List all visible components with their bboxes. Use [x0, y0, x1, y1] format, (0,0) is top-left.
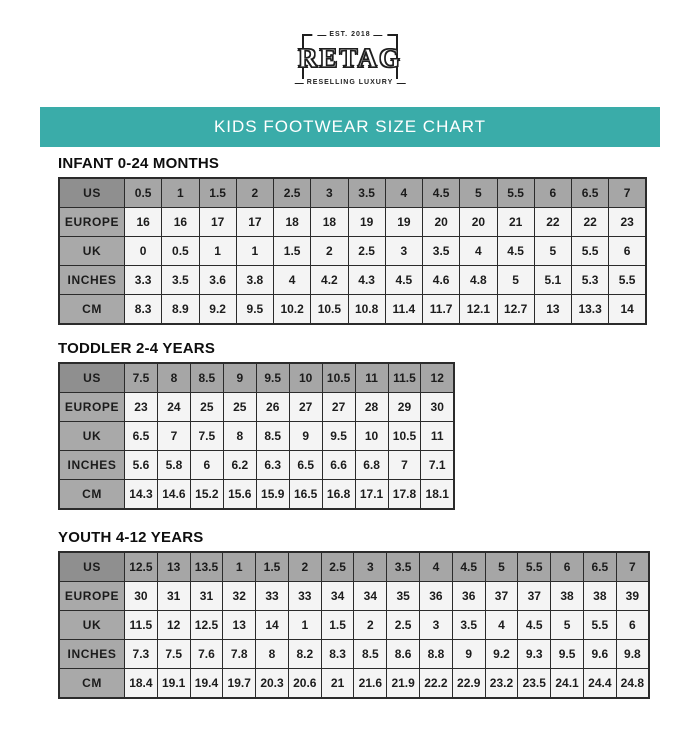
- size-cell: 8.5: [256, 422, 289, 451]
- retag-logo: [297, 31, 403, 86]
- size-cell: 7.8: [223, 640, 256, 669]
- size-cell: 13: [157, 552, 190, 582]
- size-cell: 5.5: [583, 611, 616, 640]
- size-cell: 36: [452, 582, 485, 611]
- size-cell: 14.6: [157, 480, 190, 510]
- size-cell: 1.5: [199, 178, 236, 208]
- size-cell: 4.5: [452, 552, 485, 582]
- size-cell: 1: [288, 611, 321, 640]
- size-cell: 4.5: [518, 611, 551, 640]
- logo-line-decor: [317, 35, 326, 36]
- size-cell: 12: [157, 611, 190, 640]
- size-cell: 30: [421, 393, 454, 422]
- size-cell: 4: [485, 611, 518, 640]
- row-label-cell: CM: [59, 480, 125, 510]
- size-cell: 5.3: [572, 266, 609, 295]
- size-cell: 7: [616, 552, 649, 582]
- size-cell: 6: [190, 451, 223, 480]
- size-cell: 5.5: [572, 237, 609, 266]
- size-cell: 11.5: [388, 363, 421, 393]
- tables-container: [58, 155, 700, 699]
- table-row: [59, 552, 649, 582]
- size-cell: 38: [583, 582, 616, 611]
- size-cell: 9.6: [583, 640, 616, 669]
- size-cell: 25: [190, 393, 223, 422]
- size-cell: 14: [609, 295, 646, 325]
- table-row: [59, 237, 646, 266]
- size-cell: 5.1: [534, 266, 571, 295]
- size-cell: 10.2: [274, 295, 311, 325]
- size-cell: 1.5: [256, 552, 289, 582]
- size-cell: 25: [223, 393, 256, 422]
- size-cell: 38: [551, 582, 584, 611]
- size-table-section: [58, 340, 700, 510]
- size-cell: 6: [616, 611, 649, 640]
- size-table: [58, 551, 650, 699]
- size-cell: 21: [497, 208, 534, 237]
- size-cell: 18.1: [421, 480, 454, 510]
- size-cell: 33: [256, 582, 289, 611]
- size-cell: 16: [162, 208, 199, 237]
- size-cell: 13.3: [572, 295, 609, 325]
- size-cell: 14: [256, 611, 289, 640]
- section-heading: INFANT 0-24 MONTHS: [58, 155, 220, 172]
- size-cell: 5: [460, 178, 497, 208]
- size-cell: 28: [355, 393, 388, 422]
- size-cell: 31: [157, 582, 190, 611]
- size-cell: 26: [256, 393, 289, 422]
- size-cell: 3: [354, 552, 387, 582]
- size-cell: 6.5: [572, 178, 609, 208]
- size-cell: 7.5: [157, 640, 190, 669]
- table-row: [59, 422, 454, 451]
- row-label-cell: US: [59, 363, 125, 393]
- size-cell: 27: [322, 393, 355, 422]
- size-cell: 13: [534, 295, 571, 325]
- table-row: [59, 208, 646, 237]
- size-cell: 11.5: [125, 611, 158, 640]
- size-cell: 27: [289, 393, 322, 422]
- table-row: [59, 640, 649, 669]
- size-cell: 23: [609, 208, 646, 237]
- size-cell: 12.5: [190, 611, 223, 640]
- size-cell: 10: [289, 363, 322, 393]
- size-cell: 18: [274, 208, 311, 237]
- size-cell: 15.9: [256, 480, 289, 510]
- table-row: [59, 178, 646, 208]
- size-cell: 10.5: [388, 422, 421, 451]
- size-cell: 10: [355, 422, 388, 451]
- row-label-cell: EUROPE: [59, 208, 125, 237]
- size-cell: 4.5: [423, 178, 460, 208]
- size-cell: 19.7: [223, 669, 256, 699]
- size-cell: 13.5: [190, 552, 223, 582]
- size-cell: 5: [534, 237, 571, 266]
- size-cell: 8.5: [190, 363, 223, 393]
- size-cell: 5.5: [497, 178, 534, 208]
- size-cell: 8.6: [387, 640, 420, 669]
- size-cell: 7.3: [125, 640, 158, 669]
- size-cell: 20: [423, 208, 460, 237]
- size-table: [58, 362, 455, 510]
- size-cell: 11.7: [423, 295, 460, 325]
- table-row: [59, 295, 646, 325]
- size-cell: 5.6: [125, 451, 158, 480]
- size-cell: 9: [452, 640, 485, 669]
- size-cell: 10.5: [322, 363, 355, 393]
- size-cell: 6.5: [289, 451, 322, 480]
- row-label-cell: INCHES: [59, 451, 125, 480]
- size-cell: 8: [223, 422, 256, 451]
- size-cell: 6.5: [583, 552, 616, 582]
- size-cell: 4: [420, 552, 453, 582]
- table-row: [59, 393, 454, 422]
- size-cell: 1.5: [274, 237, 311, 266]
- size-cell: 20.6: [288, 669, 321, 699]
- table-row: [59, 363, 454, 393]
- size-cell: 7.1: [421, 451, 454, 480]
- size-cell: 6.5: [125, 422, 158, 451]
- size-cell: 1: [162, 178, 199, 208]
- size-cell: 35: [387, 582, 420, 611]
- size-cell: 4: [460, 237, 497, 266]
- size-cell: 12: [421, 363, 454, 393]
- size-cell: 8.3: [321, 640, 354, 669]
- size-cell: 9.8: [616, 640, 649, 669]
- row-label-cell: UK: [59, 611, 125, 640]
- size-cell: 7.5: [125, 363, 158, 393]
- table-row: [59, 480, 454, 510]
- size-cell: 20: [460, 208, 497, 237]
- size-cell: 30: [125, 582, 158, 611]
- size-cell: 22.9: [452, 669, 485, 699]
- row-label-cell: US: [59, 552, 125, 582]
- size-cell: 4.2: [311, 266, 348, 295]
- size-cell: 7.5: [190, 422, 223, 451]
- size-cell: 31: [190, 582, 223, 611]
- size-cell: 6: [534, 178, 571, 208]
- size-cell: 12.7: [497, 295, 534, 325]
- size-cell: 39: [616, 582, 649, 611]
- size-cell: 19.1: [157, 669, 190, 699]
- size-cell: 8.3: [125, 295, 162, 325]
- size-cell: 24.1: [551, 669, 584, 699]
- size-cell: 8: [256, 640, 289, 669]
- size-cell: 16: [125, 208, 162, 237]
- size-cell: 17.8: [388, 480, 421, 510]
- size-cell: 2: [311, 237, 348, 266]
- row-label-cell: EUROPE: [59, 393, 125, 422]
- size-cell: 2.5: [348, 237, 385, 266]
- size-cell: 3: [311, 178, 348, 208]
- row-label-cell: EUROPE: [59, 582, 125, 611]
- size-cell: 8.5: [354, 640, 387, 669]
- size-cell: 9.5: [322, 422, 355, 451]
- size-cell: 3.5: [162, 266, 199, 295]
- size-cell: 2: [236, 178, 273, 208]
- size-cell: 9: [223, 363, 256, 393]
- size-cell: 37: [518, 582, 551, 611]
- size-cell: 1: [223, 552, 256, 582]
- size-cell: 24.4: [583, 669, 616, 699]
- size-cell: 5.8: [157, 451, 190, 480]
- size-cell: 12.1: [460, 295, 497, 325]
- size-cell: 7: [388, 451, 421, 480]
- size-cell: 3.5: [423, 237, 460, 266]
- logo-line-decor: [374, 35, 383, 36]
- size-cell: 33: [288, 582, 321, 611]
- size-cell: 9.5: [236, 295, 273, 325]
- size-cell: 21.9: [387, 669, 420, 699]
- size-cell: 9.5: [551, 640, 584, 669]
- size-cell: 6: [551, 552, 584, 582]
- size-cell: 3: [420, 611, 453, 640]
- size-cell: 17: [236, 208, 273, 237]
- row-label-cell: CM: [59, 669, 125, 699]
- banner-title: KIDS FOOTWEAR SIZE CHART: [40, 107, 660, 147]
- size-cell: 18: [311, 208, 348, 237]
- size-cell: 36: [420, 582, 453, 611]
- size-cell: 11: [355, 363, 388, 393]
- size-cell: 4.8: [460, 266, 497, 295]
- size-cell: 3: [385, 237, 422, 266]
- size-cell: 4: [385, 178, 422, 208]
- size-cell: 8.2: [288, 640, 321, 669]
- size-cell: 6.2: [223, 451, 256, 480]
- size-cell: 7: [609, 178, 646, 208]
- size-cell: 2.5: [274, 178, 311, 208]
- size-cell: 15.6: [223, 480, 256, 510]
- size-cell: 37: [485, 582, 518, 611]
- logo-tagline-label: RESELLING LUXURY: [306, 79, 394, 86]
- size-cell: 6.3: [256, 451, 289, 480]
- size-cell: 4: [274, 266, 311, 295]
- size-cell: 11.4: [385, 295, 422, 325]
- size-cell: 8.9: [162, 295, 199, 325]
- size-cell: 5.5: [518, 552, 551, 582]
- logo-line-decor: [396, 83, 405, 84]
- size-cell: 19: [348, 208, 385, 237]
- size-cell: 24: [157, 393, 190, 422]
- size-cell: 3.8: [236, 266, 273, 295]
- size-cell: 3.5: [452, 611, 485, 640]
- size-cell: 2: [354, 611, 387, 640]
- row-label-cell: UK: [59, 422, 125, 451]
- size-cell: 9.5: [256, 363, 289, 393]
- table-row: [59, 611, 649, 640]
- size-cell: 16.8: [322, 480, 355, 510]
- size-cell: 0: [125, 237, 162, 266]
- size-cell: 4.5: [497, 237, 534, 266]
- size-cell: 10.5: [311, 295, 348, 325]
- size-cell: 2.5: [387, 611, 420, 640]
- row-label-cell: UK: [59, 237, 125, 266]
- size-cell: 2.5: [321, 552, 354, 582]
- size-table-section: [58, 529, 700, 699]
- size-cell: 7: [157, 422, 190, 451]
- row-label-cell: INCHES: [59, 640, 125, 669]
- size-cell: 0.5: [162, 237, 199, 266]
- size-cell: 4.3: [348, 266, 385, 295]
- size-cell: 12.5: [125, 552, 158, 582]
- section-heading: YOUTH 4-12 YEARS: [58, 529, 204, 546]
- size-table: [58, 177, 647, 325]
- size-cell: 3.3: [125, 266, 162, 295]
- size-cell: 5.5: [609, 266, 646, 295]
- size-cell: 22.2: [420, 669, 453, 699]
- logo-tagline-text: [290, 79, 411, 87]
- size-cell: 23.2: [485, 669, 518, 699]
- size-table-section: [58, 155, 700, 325]
- size-cell: 6.8: [355, 451, 388, 480]
- table-row: [59, 451, 454, 480]
- size-cell: 1.5: [321, 611, 354, 640]
- size-cell: 8: [157, 363, 190, 393]
- size-cell: 2: [288, 552, 321, 582]
- size-cell: 21: [321, 669, 354, 699]
- size-cell: 1: [199, 237, 236, 266]
- size-cell: 9.3: [518, 640, 551, 669]
- logo-established-text: [312, 31, 387, 39]
- size-cell: 19: [385, 208, 422, 237]
- size-cell: 23.5: [518, 669, 551, 699]
- size-cell: 34: [354, 582, 387, 611]
- logo-line-decor: [295, 83, 304, 84]
- size-cell: 10.8: [348, 295, 385, 325]
- row-label-cell: INCHES: [59, 266, 125, 295]
- size-cell: 17: [199, 208, 236, 237]
- size-cell: 6.6: [322, 451, 355, 480]
- size-cell: 5: [551, 611, 584, 640]
- size-cell: 3.5: [387, 552, 420, 582]
- size-cell: 14.3: [125, 480, 158, 510]
- size-cell: 7.6: [190, 640, 223, 669]
- size-cell: 24.8: [616, 669, 649, 699]
- size-cell: 5: [485, 552, 518, 582]
- size-cell: 22: [534, 208, 571, 237]
- size-cell: 21.6: [354, 669, 387, 699]
- size-cell: 11: [421, 422, 454, 451]
- size-cell: 1: [236, 237, 273, 266]
- size-cell: 15.2: [190, 480, 223, 510]
- size-cell: 4.6: [423, 266, 460, 295]
- size-cell: 34: [321, 582, 354, 611]
- size-cell: 18.4: [125, 669, 158, 699]
- size-cell: 20.3: [256, 669, 289, 699]
- size-cell: 4.5: [385, 266, 422, 295]
- size-cell: 0.5: [125, 178, 162, 208]
- size-cell: 8.8: [420, 640, 453, 669]
- logo-brand-text: RETAG: [297, 42, 403, 73]
- size-cell: 22: [572, 208, 609, 237]
- size-cell: 6: [609, 237, 646, 266]
- size-cell: 29: [388, 393, 421, 422]
- table-row: [59, 582, 649, 611]
- size-cell: 9.2: [485, 640, 518, 669]
- size-chart-page: [0, 31, 700, 734]
- table-row: [59, 266, 646, 295]
- size-cell: 19.4: [190, 669, 223, 699]
- size-cell: 9: [289, 422, 322, 451]
- logo-est-label: EST. 2018: [329, 31, 371, 38]
- size-cell: 16.5: [289, 480, 322, 510]
- size-cell: 23: [125, 393, 158, 422]
- size-cell: 5: [497, 266, 534, 295]
- size-cell: 9.2: [199, 295, 236, 325]
- size-cell: 32: [223, 582, 256, 611]
- size-cell: 3.5: [348, 178, 385, 208]
- row-label-cell: CM: [59, 295, 125, 325]
- size-cell: 17.1: [355, 480, 388, 510]
- size-cell: 13: [223, 611, 256, 640]
- size-cell: 3.6: [199, 266, 236, 295]
- row-label-cell: US: [59, 178, 125, 208]
- section-heading: TODDLER 2-4 YEARS: [58, 340, 216, 357]
- table-row: [59, 669, 649, 699]
